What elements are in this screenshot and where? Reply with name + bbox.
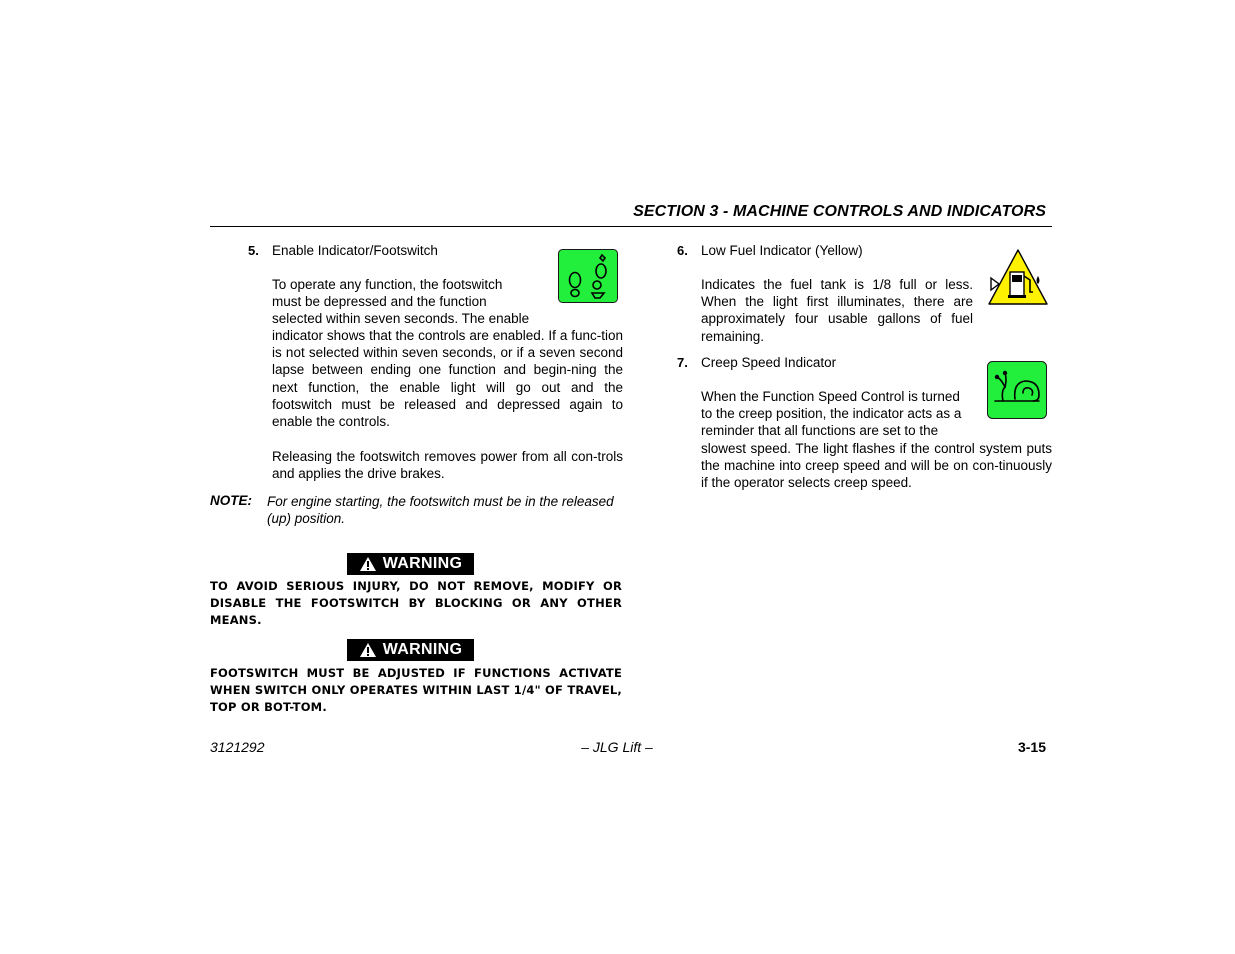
section-title: SECTION 3 - MACHINE CONTROLS AND INDICATORS [633, 203, 1046, 220]
warning-badge-1 [347, 553, 474, 575]
item-6-title: Low Fuel Indicator (Yellow) [701, 243, 863, 258]
warning-badge-2 [347, 639, 474, 661]
creep-speed-snail-icon [987, 361, 1047, 424]
warning-2-text: FOOTSWITCH MUST BE ADJUSTED IF FUNCTIONS ACTIVATE WHEN SWITCH ONLY OPERATES WITHIN LAST 1/4" OF TRAVEL, TOP OR BOT-TOM. [210, 666, 622, 715]
warning-badge-1-label: WARNING [382, 555, 463, 572]
item-7-title: Creep Speed Indicator [701, 355, 837, 370]
warning-1-text: TO AVOID SERIOUS INJURY, DO NOT REMOVE, MODIFY OR DISABLE THE FOOTSWITCH BY BLOCKING OR ANY OTHER MEANS. [210, 579, 622, 628]
item-6-number: 6. [677, 243, 688, 258]
warning-triangle-icon [359, 642, 377, 658]
footswitch-enable-icon [558, 249, 618, 308]
item-7-intro-line-3: reminder that all functions are set to the [701, 423, 939, 439]
note-text: For engine starting, the footswitch must be in the released (up) position. [267, 494, 614, 527]
warning-badge-2-label: WARNING [382, 641, 463, 658]
item-5-number: 5. [248, 243, 259, 258]
item-5-intro-line-3: selected within seven seconds. The enable [272, 311, 530, 327]
footer-doc-number: 3121292 [210, 739, 265, 755]
item-7-intro-line-1: When the Function Speed Control is turned [701, 389, 960, 404]
item-7-intro-line-2: to the creep position, the indicator acts as a [701, 406, 962, 422]
footer-page-number: 3-15 [1017, 739, 1046, 755]
item-5-title: Enable Indicator/Footswitch [272, 243, 438, 258]
item-5-paragraph-2: Releasing the footswitch removes power from all con-trols and applies the drive brakes. [272, 449, 623, 482]
item-7-intro [701, 388, 973, 440]
note-label: NOTE: [210, 493, 252, 508]
item-5-intro-line-1: To operate any function, the footswitch [272, 277, 503, 292]
item-6-body: Indicates the fuel tank is 1/8 full or less. When the light first illuminates, there are approximately four usable gallons of fuel remaining. [701, 277, 973, 344]
item-5-body: indicator shows that the controls are enabled. If a func-tion is not selected within seven seconds, or if a seven second lapse between ending one function and begin-ning the next function, the enable light will go out and the footswitch must be released and depressed again to enable the controls. [272, 328, 623, 430]
header-divider [210, 226, 1052, 227]
item-5-intro [272, 276, 544, 328]
item-7-body: slowest speed. The light flashes if the control system puts the machine into creep speed and will be on con-tinuously if the operator selects creep speed. [701, 441, 1052, 491]
footer-center-title: – JLG Lift – [581, 739, 653, 755]
warning-triangle-icon [359, 556, 377, 572]
item-7-number: 7. [677, 355, 688, 370]
item-5-intro-line-2: must be depressed and the function [272, 294, 487, 310]
low-fuel-icon [987, 248, 1049, 311]
